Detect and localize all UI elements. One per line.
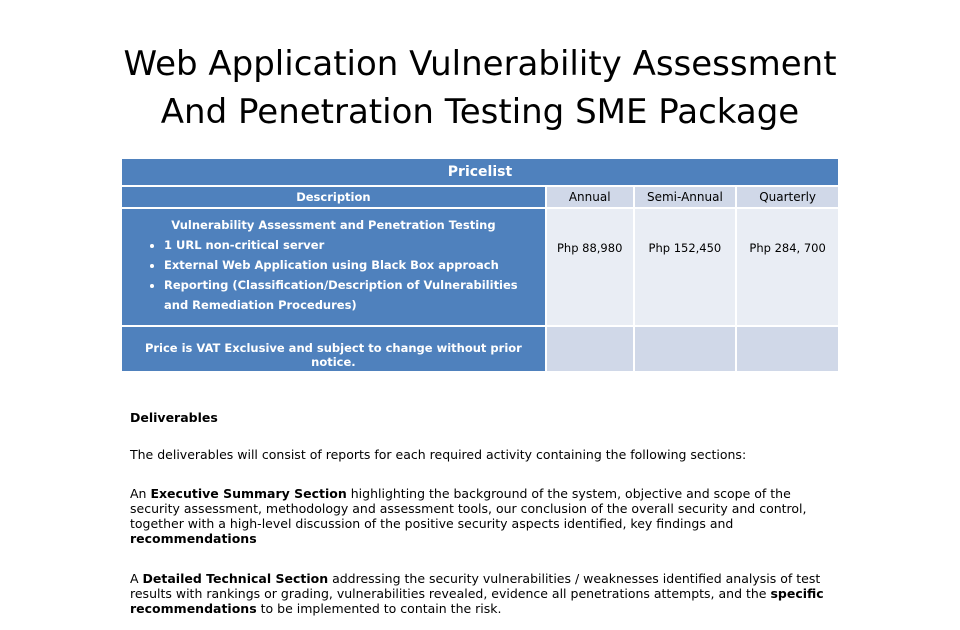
page-title — [0, 40, 960, 136]
deliverables-heading: Deliverables — [130, 410, 218, 425]
service-feature-item: • External Web Application using Black Box approach — [164, 255, 537, 275]
pricelist-title: Pricelist — [122, 159, 838, 185]
technical-section-paragraph — [130, 571, 840, 616]
recommendations-label: recommendations — [130, 531, 257, 546]
service-description-cell — [122, 209, 545, 325]
executive-summary-paragraph — [130, 486, 840, 546]
text-segment: to be implemented to contain the risk. — [256, 601, 502, 616]
price-annual: Php 88,980 — [547, 209, 633, 325]
specific-recommendations-label: specific recommendations — [130, 586, 824, 616]
text-segment: addressing the security vulnerabilities / weaknesses identified analysis of test results with rankings or grading, vulnerabilities revealed, evidence all penetrations attempts, and the — [130, 571, 821, 601]
empty-cell — [737, 327, 838, 371]
vat-note: Price is VAT Exclusive and subject to change without prior notice. — [122, 327, 545, 371]
technical-section-label: Detailed Technical Section — [142, 571, 329, 586]
page-title-line-2: And Penetration Testing SME Package — [160, 92, 800, 132]
empty-cell — [635, 327, 736, 371]
column-header-semi-annual: Semi-Annual — [635, 187, 736, 207]
service-heading: Vulnerability Assessment and Penetration Testing — [171, 218, 496, 232]
price-semi-annual: Php 152,450 — [635, 209, 736, 325]
service-feature-list — [130, 235, 537, 315]
price-quarterly: Php 284, 700 — [737, 209, 838, 325]
page-title-line-1: Web Application Vulnerability Assessment — [123, 44, 837, 84]
empty-cell — [547, 327, 633, 371]
service-feature-item: • 1 URL non-critical server — [164, 235, 537, 255]
text-segment: highlighting the background of the system, objective and scope of the security assessment, methodology and assessment tools, our conclusion of the overall security and control, together with a high-level discussion of the positive security aspects identified, key findings and — [130, 486, 807, 531]
deliverables-intro: The deliverables will consist of reports for each required activity containing the following sections: — [130, 447, 747, 462]
column-header-description: Description — [122, 187, 545, 207]
service-feature-item: • Reporting (Classification/Description of Vulnerabilities and Remediation Procedures) — [164, 275, 537, 315]
text-segment: A — [130, 571, 143, 586]
executive-summary-label: Executive Summary Section — [150, 486, 347, 501]
text-segment: An — [130, 486, 151, 501]
column-header-annual: Annual — [547, 187, 633, 207]
column-header-quarterly: Quarterly — [737, 187, 838, 207]
pricelist-table — [120, 157, 840, 373]
